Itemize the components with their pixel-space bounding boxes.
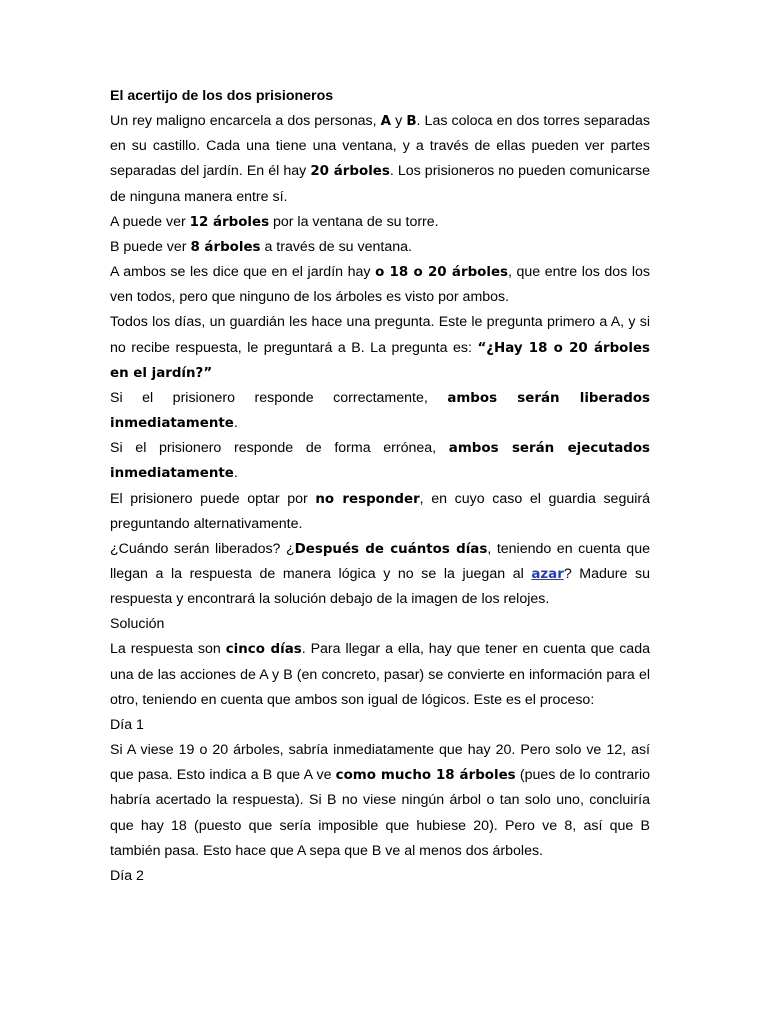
text-span: Si el prisionero responde correctamente,	[110, 389, 448, 406]
paragraph-b-sees	[110, 235, 650, 260]
text-span: a través de su ventana.	[260, 238, 412, 255]
text-span: Si el prisionero responde de forma errónea,	[110, 440, 449, 457]
bold-text: cinco días	[225, 642, 302, 658]
paragraph-told	[110, 260, 650, 310]
bold-text: ambos serán ejecutados inmediatamente	[110, 441, 650, 482]
text-span: , en cuyo caso el guardia seguirá preguntando alternativamente.	[110, 490, 650, 532]
paragraph-day-2-heading: Día 2	[110, 867, 144, 884]
bold-text: 12 árboles	[189, 214, 270, 230]
text-span: A ambos se les dice que en el jardín hay	[110, 264, 376, 281]
text-span: La respuesta son	[110, 641, 226, 658]
paragraph-question	[110, 310, 650, 385]
bold-text: ambos serán liberados inmediatamente	[110, 390, 650, 432]
bold-text: o 18 o 20 árboles	[375, 265, 508, 281]
text-span: Todos los días, un guardián les hace una pregunta. Este le pregunta primero a A, y si no recibe respuesta, le preguntará a B. La pregunta es:	[110, 314, 650, 356]
text-span: , que entre los dos los ven todos, pero que ninguno de los árboles es visto por ambos.	[110, 264, 650, 306]
text-span: Un rey maligno encarcela a dos personas,	[110, 113, 381, 130]
text-span: , teniendo en cuenta que llegan a la respuesta de manera lógica y no se la juegan al	[110, 540, 650, 582]
bold-text: Después de cuántos días	[294, 541, 488, 557]
text-span: .	[233, 415, 238, 432]
text-span: . Las coloca en dos torres separadas en su castillo. Cada una tiene una ventana, y a través de ellas pueden ver partes separadas del jardín. En él hay	[110, 113, 651, 180]
text-span: .	[233, 465, 238, 482]
paragraph-when	[110, 537, 650, 612]
paragraph-correct	[110, 386, 650, 436]
bold-text: 20 árboles	[310, 164, 390, 180]
bold-text: B	[406, 114, 417, 130]
text-span: . Para llegar a ella, hay que tener en cuenta que cada una de las acciones de A y B (en concreto, pasar) se convierte en información para el otro, teniendo en cuenta que ambos son igual de lógicos. Este es el proceso:	[110, 641, 650, 708]
text-span: Si A viese 19 o 20 árboles, sabría inmediatamente que hay 20. Pero solo ve 12, así que pasa. Esto indica a B que A ve	[110, 742, 650, 784]
text-span: . Los prisioneros no pueden comunicarse de ninguna manera entre sí.	[110, 163, 650, 205]
bold-text: “¿Hay 18 o 20 árboles en el jardín?”	[110, 340, 651, 381]
paragraph-no-answer	[110, 487, 650, 537]
text-span: ? Madure su respuesta y encontrará la solución debajo de la imagen de los relojes.	[110, 565, 650, 608]
bold-text: como mucho 18 árboles	[335, 768, 516, 784]
paragraph-solution-heading: Solución	[110, 616, 165, 633]
paragraph-day-1	[110, 738, 650, 864]
text-span: por la ventana de su torre.	[269, 213, 439, 230]
text-span: El prisionero puede optar por	[110, 490, 316, 507]
text-span: (pues de lo contrario habría acertado la respuesta). Si B no viese ningún árbol o tan solo uno, concluiría que hay 18 (puesto que sería imposible que hubiese 20). Pero ve 8, así que B también pasa. Esto hace que A sepa que B ve al menos dos árboles.	[110, 767, 650, 859]
paragraph-intro	[110, 109, 650, 210]
text-span: ¿Cuándo serán liberados? ¿	[110, 540, 295, 557]
azar-link[interactable]: azar	[531, 566, 564, 582]
paragraph-answer	[110, 637, 650, 712]
bold-text: no responder	[315, 491, 420, 507]
paragraph-wrong	[110, 436, 650, 486]
document-page	[110, 84, 650, 889]
text-span: y	[391, 113, 407, 130]
bold-text: 8 árboles	[190, 239, 261, 255]
text-span: B puede ver	[110, 238, 191, 255]
paragraph-a-sees	[110, 210, 650, 235]
paragraph-day-1-heading: Día 1	[110, 716, 144, 733]
text-span: A puede ver	[110, 213, 190, 230]
document-title: El acertijo de los dos prisioneros	[110, 88, 334, 104]
bold-text: A	[380, 114, 392, 130]
